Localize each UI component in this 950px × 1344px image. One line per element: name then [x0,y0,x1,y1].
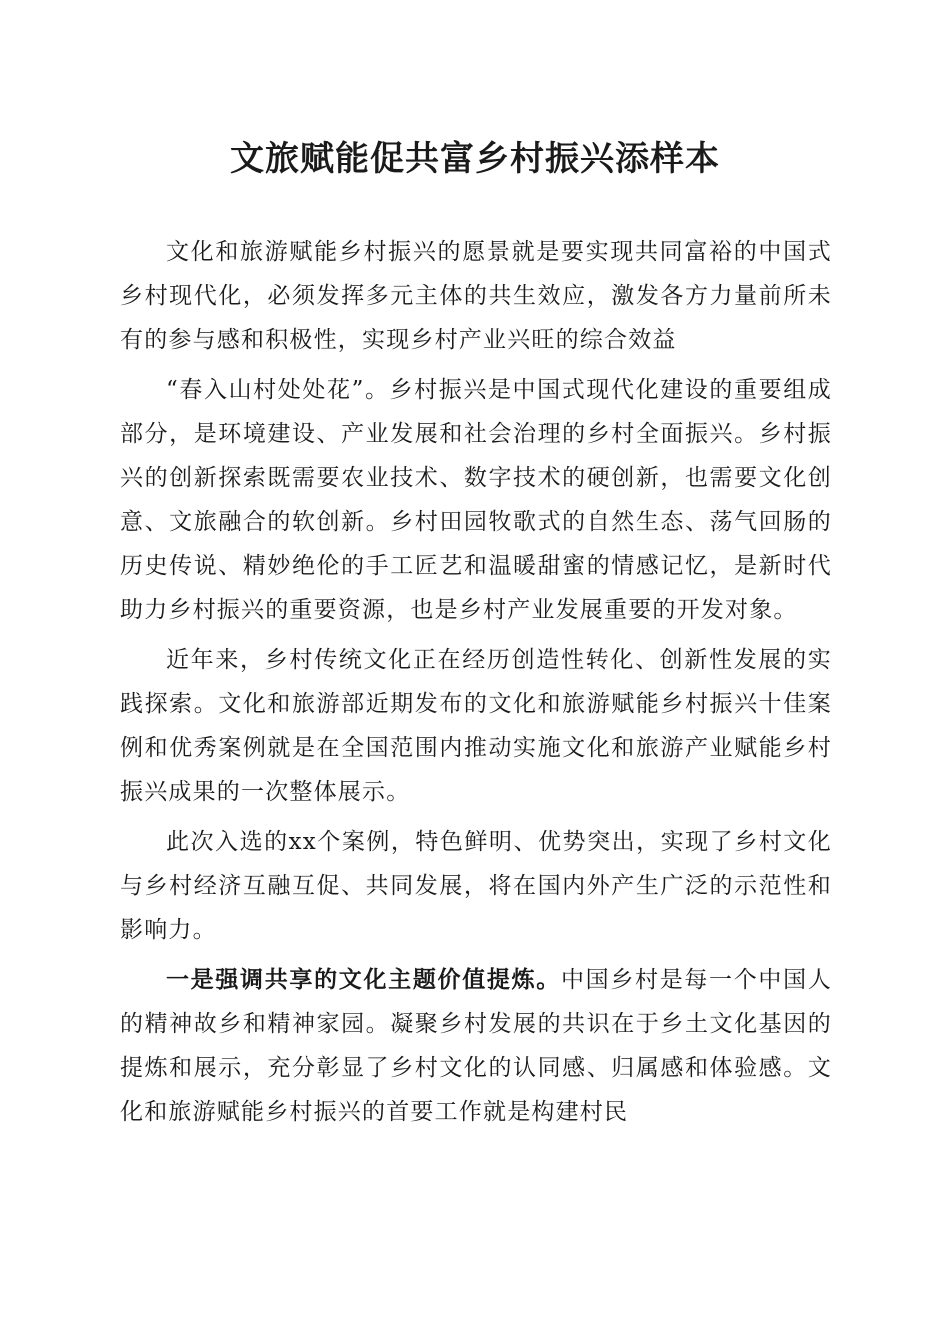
document-body [120,230,832,1140]
paragraph: “春入山村处处花”。乡村振兴是中国式现代化建设的重要组成部分，是环境建设、产业发展和社会治理的乡村全面振兴。乡村振兴的创新探索既需要农业技术、数字技术的硬创新，也需要文化创意、文旅融合的软创新。乡村田园牧歌式的自然生态、荡气回肠的历史传说、精妙绝伦的手工匠艺和温暖甜蜜的情感记忆，是新时代助力乡村振兴的重要资源，也是乡村产业发展重要的开发对象。 [120,377,832,623]
paragraph-lead-sentence: 一是强调共享的文化主题价值提炼。 [166,966,561,993]
document-title: 文旅赋能促共富乡村振兴添样本 [230,139,720,179]
paragraph: 文化和旅游赋能乡村振兴的愿景就是要实现共同富裕的中国式乡村现代化，必须发挥多元主体的共生效应，激发各方力量前所未有的参与感和积极性，实现乡村产业兴旺的综合效益 [120,239,832,353]
paragraph-with-lead [120,958,832,1134]
paragraph-text: 中国乡村是每一个中国人的精神故乡和精神家园。凝聚乡村发展的共识在于乡土文化基因的提炼和展示，充分彰显了乡村文化的认同感、归属感和体验感。文化和旅游赋能乡村振兴的首要工作就是构建村民 [120,967,832,1125]
paragraph: 此次入选的xx个案例，特色鲜明、优势突出，实现了乡村文化与乡村经济互融互促、共同发展，将在国内外产生广泛的示范性和影响力。 [120,829,832,943]
paragraph: 近年来，乡村传统文化正在经历创造性转化、创新性发展的实践探索。文化和旅游部近期发布的文化和旅游赋能乡村振兴十佳案例和优秀案例就是在全国范围内推动实施文化和旅游产业赋能乡村振兴成果的一次整体展示。 [120,647,832,805]
